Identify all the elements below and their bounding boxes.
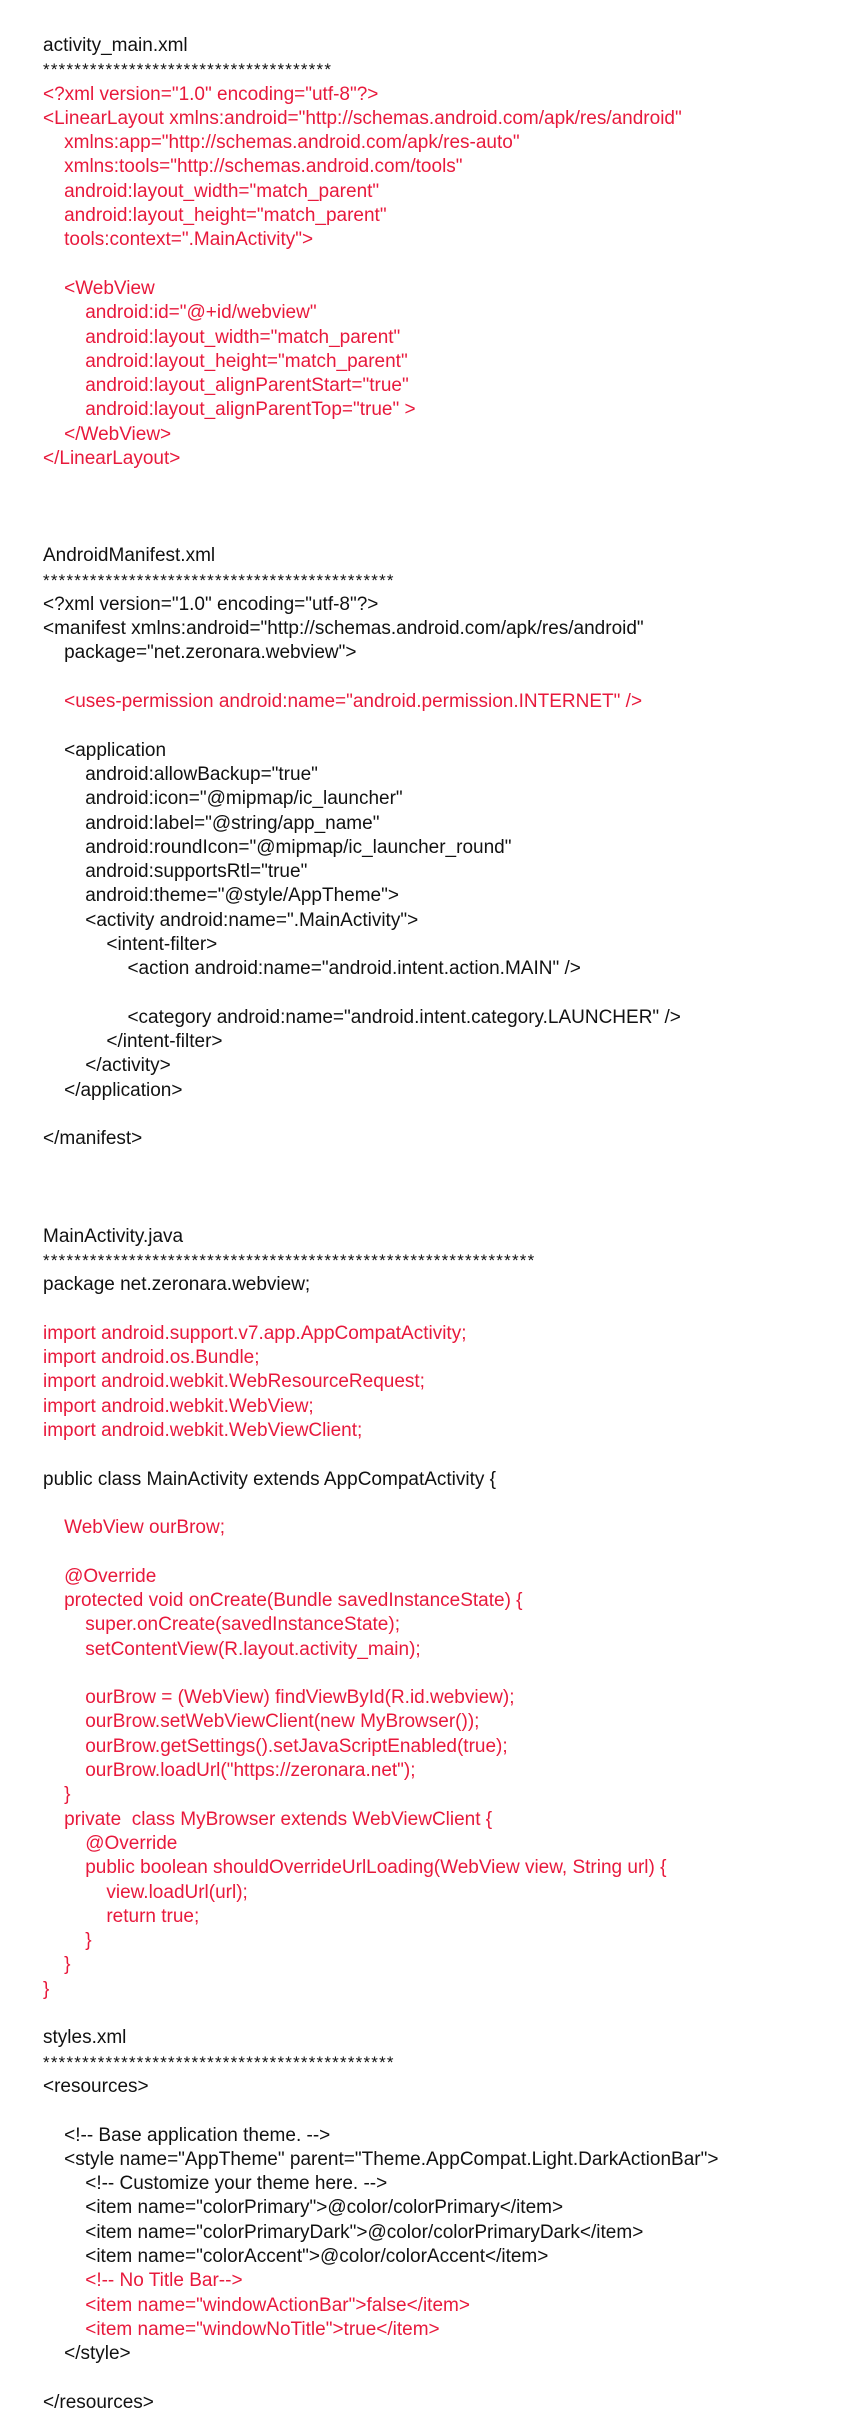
code-line: protected void onCreate(Bundle savedInstanceState) { [43, 1590, 523, 1611]
code-line: package net.zeronara.webview; [43, 1274, 311, 1296]
code-line: android:theme="@style/AppTheme"> [43, 885, 399, 907]
code-line: } [43, 1954, 71, 1976]
code-line: android:layout_width="match_parent" [43, 180, 380, 202]
code-line: <manifest xmlns:android="http://schemas.android.com/apk/res/android" [43, 618, 644, 640]
section-title: MainActivity.java [43, 1225, 184, 1247]
code-line: ourBrow = (WebView) findViewById(R.id.webview); [43, 1687, 515, 1709]
code-line: tools:context=".MainActivity"> [43, 229, 314, 251]
code-line: <item name="windowNoTitle">true</item> [43, 2318, 440, 2340]
code-line: </activity> [43, 1055, 171, 1077]
code-line: </manifest> [43, 1128, 143, 1150]
section-title: styles.xml [43, 2027, 127, 2049]
code-line: @Override [43, 1832, 178, 1854]
code-line: import android.webkit.WebView; [43, 1395, 314, 1417]
code-line: setContentView(R.layout.activity_main); [43, 1638, 421, 1660]
code-line: <?xml version="1.0" encoding="utf-8"?> [43, 593, 379, 615]
code-line: public class MainActivity extends AppCompatActivity { [43, 1468, 497, 1490]
code-line: <uses-permission android:name="android.permission.INTERNET" /> [43, 691, 643, 713]
code-line: } [43, 1784, 71, 1806]
code-line: android:layout_height="match_parent" [43, 350, 408, 372]
code-line: ourBrow.getSettings().setJavaScriptEnabled(true); [43, 1735, 508, 1757]
code-line: <?xml version="1.0" encoding="utf-8"?> [43, 83, 379, 105]
code-block [43, 1273, 853, 2026]
code-line: android:supportsRtl="true" [43, 861, 308, 883]
code-line: </application> [43, 1079, 183, 1101]
code-block [43, 593, 853, 1225]
code-line: <LinearLayout xmlns:android="http://schemas.android.com/apk/res/android" [43, 107, 682, 129]
code-document [43, 34, 853, 2415]
blank-line [43, 666, 853, 690]
code-line: </style> [43, 2343, 131, 2365]
code-line: package="net.zeronara.webview"> [43, 642, 357, 664]
code-line: <category android:name="android.intent.category.LAUNCHER" /> [43, 1006, 681, 1028]
separator-stars: *************************************************************** [43, 1250, 536, 1270]
code-line: <item name="colorAccent">@color/colorAccent</item> [43, 2246, 549, 2268]
blank-line [43, 1662, 853, 1686]
code-line: android:layout_width="match_parent" [43, 326, 401, 348]
blank-line [43, 1540, 853, 1564]
code-line: super.onCreate(savedInstanceState); [43, 1614, 400, 1636]
blank-line [43, 1492, 853, 1516]
code-line: private class MyBrowser extends WebViewClient { [43, 1808, 493, 1830]
code-line: ourBrow.setWebViewClient(new MyBrowser()); [43, 1711, 480, 1733]
code-line: xmlns:app="http://schemas.android.com/apk/res-auto" [43, 132, 520, 154]
section-spacer [43, 1200, 853, 1224]
code-line: xmlns:tools="http://schemas.android.com/tools" [43, 156, 463, 178]
section-spacer [43, 496, 853, 520]
code-block [43, 83, 853, 545]
section-title: AndroidManifest.xml [43, 545, 216, 567]
code-line: android:id="@+id/webview" [43, 302, 317, 324]
section-spacer [43, 2002, 853, 2026]
code-line: @Override [43, 1565, 157, 1587]
code-line: return true; [43, 1905, 200, 1927]
code-line: android:icon="@mipmap/ic_launcher" [43, 788, 403, 810]
code-line: } [43, 1978, 50, 2000]
section-title: activity_main.xml [43, 35, 188, 56]
code-line: android:layout_alignParentStart="true" [43, 375, 409, 397]
blank-line [43, 2099, 853, 2123]
code-line: <style name="AppTheme" parent="Theme.AppCompat.Light.DarkActionBar"> [43, 2148, 719, 2170]
blank-line [43, 714, 853, 738]
code-line: } [43, 1930, 92, 1952]
section-spacer [43, 1152, 853, 1176]
section-styles [43, 2026, 853, 2415]
blank-line [43, 253, 853, 277]
section-android-manifest [43, 544, 853, 1224]
code-line: <!-- Base application theme. --> [43, 2124, 331, 2146]
code-line: <item name="colorPrimary">@color/colorPrimary</item> [43, 2197, 564, 2219]
code-line: <action android:name="android.intent.action.MAIN" /> [43, 958, 581, 980]
code-line: android:layout_alignParentTop="true" > [43, 399, 416, 421]
code-line: android:layout_height="match_parent" [43, 205, 387, 227]
code-line: import android.os.Bundle; [43, 1347, 260, 1369]
code-line: android:allowBackup="true" [43, 763, 318, 785]
code-line: <!-- Customize your theme here. --> [43, 2173, 388, 2195]
code-line: android:roundIcon="@mipmap/ic_launcher_round" [43, 836, 512, 858]
code-line: import android.webkit.WebResourceRequest; [43, 1371, 425, 1393]
code-line: android:label="@string/app_name" [43, 812, 380, 834]
code-line: WebView ourBrow; [43, 1517, 225, 1539]
section-spacer [43, 471, 853, 495]
code-line: ourBrow.loadUrl("https://zeronara.net"); [43, 1760, 416, 1782]
blank-line [43, 1443, 853, 1467]
section-spacer [43, 520, 853, 544]
code-line: <item name="colorPrimaryDark">@color/colorPrimaryDark</item> [43, 2221, 644, 2243]
section-activity-main [43, 34, 853, 544]
code-line: </LinearLayout> [43, 448, 181, 470]
code-line: </resources> [43, 2391, 154, 2413]
blank-line [43, 1297, 853, 1321]
blank-line [43, 1103, 853, 1127]
code-line: <application [43, 739, 167, 761]
code-line: <WebView [43, 277, 155, 299]
code-line: import android.webkit.WebViewClient; [43, 1419, 363, 1441]
section-main-activity [43, 1225, 853, 2027]
code-line: <resources> [43, 2075, 149, 2097]
code-line: <item name="windowActionBar">false</item> [43, 2294, 470, 2316]
code-line: import android.support.v7.app.AppCompatActivity; [43, 1322, 467, 1344]
blank-line [43, 982, 853, 1006]
code-line: <activity android:name=".MainActivity"> [43, 909, 419, 931]
code-line: <intent-filter> [43, 933, 218, 955]
code-line: </WebView> [43, 423, 172, 445]
blank-line [43, 2367, 853, 2391]
code-line: public boolean shouldOverrideUrlLoading(WebView view, String url) { [43, 1857, 667, 1879]
code-line: </intent-filter> [43, 1031, 223, 1053]
separator-stars: ********************************************* [43, 570, 395, 590]
code-line: view.loadUrl(url); [43, 1881, 248, 1903]
code-block [43, 2075, 853, 2415]
separator-stars: ********************************************* [43, 2052, 395, 2072]
section-spacer [43, 1176, 853, 1200]
code-line: <!-- No Title Bar--> [43, 2270, 243, 2292]
separator-stars: ************************************* [43, 60, 333, 80]
